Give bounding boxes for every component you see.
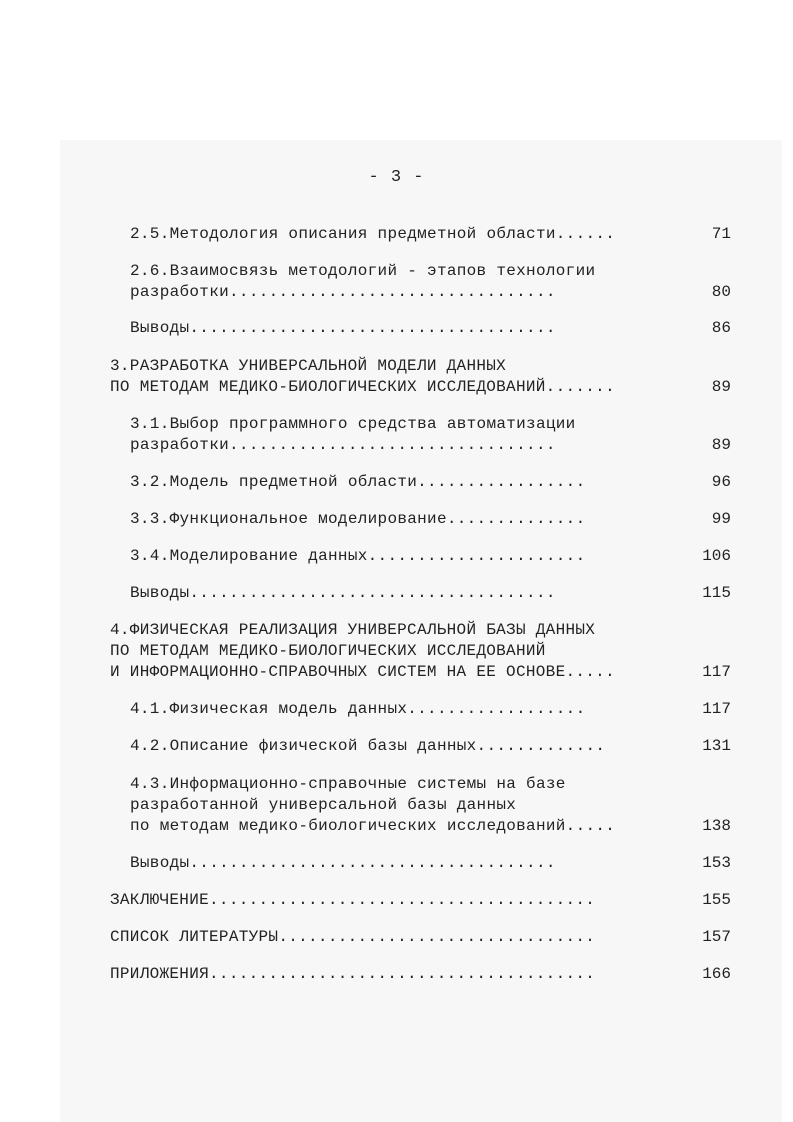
toc-entry-4-1: 4.1.Физическая модель данных..................: [130, 700, 586, 718]
toc-entry-appendices: ПРИЛОЖЕНИЯ.......................................: [110, 965, 596, 983]
toc-entry-conclusions-2-page: 86: [711, 319, 731, 337]
toc-entry-2-6-line-2: разработки.................................: [130, 283, 556, 301]
toc-chapter-3-line-1: 3.РАЗРАБОТКА УНИВЕРСАЛЬНОЙ МОДЕЛИ ДАННЫХ: [110, 357, 507, 375]
toc-entry-3-1-line-2: разработки.................................: [130, 436, 556, 454]
toc-entry-3-1-page: 89: [711, 436, 731, 454]
toc-entry-appendices-page: 166: [702, 965, 731, 983]
toc-entry-4-2-page: 131: [702, 737, 731, 755]
page-number: - 3 -: [368, 168, 425, 187]
toc-entry-4-2: 4.2.Описание физической базы данных.............: [130, 737, 606, 755]
toc-entry-3-4: 3.4.Моделирование данных......................: [130, 547, 586, 565]
toc-chapter-3-line-2: ПО МЕТОДАМ МЕДИКО-БИОЛОГИЧЕСКИХ ИССЛЕДОВАНИЙ.......: [110, 378, 615, 396]
toc-entry-conclusions-4: Выводы.....................................: [130, 854, 556, 872]
toc-entry-references-page: 157: [702, 928, 731, 946]
toc-entry-conclusion: ЗАКЛЮЧЕНИЕ.......................................: [110, 891, 596, 909]
toc-entry-4-3-line-1: 4.3.Информационно-справочные системы на базе: [130, 775, 566, 793]
toc-entry-4-1-page: 117: [702, 700, 731, 718]
toc-entry-3-3: 3.3.Функциональное моделирование..............: [130, 510, 586, 528]
toc-entry-conclusions-2: Выводы.....................................: [130, 319, 556, 337]
toc-entry-3-1-line-1: 3.1.Выбор программного средства автоматизации: [130, 415, 576, 433]
toc-entry-2-6-page: 80: [711, 283, 731, 301]
toc-entry-conclusions-3: Выводы.....................................: [130, 584, 556, 602]
toc-entry-3-2-page: 96: [711, 473, 731, 491]
toc-entry-3-3-page: 99: [711, 510, 731, 528]
toc-entry-2-5-line-1: 2.5.Методология описания предметной области......: [130, 225, 616, 243]
toc-entry-3-2: 3.2.Модель предметной области.................: [130, 473, 586, 491]
toc-entry-2-5-page: 71: [711, 225, 731, 243]
toc-chapter-4-line-2: ПО МЕТОДАМ МЕДИКО-БИОЛОГИЧЕСКИХ ИССЛЕДОВАНИЙ: [110, 642, 546, 660]
toc-entry-2-6-line-1: 2.6.Взаимосвязь методологий - этапов технологии: [130, 262, 596, 280]
toc-entry-conclusions-4-page: 153: [702, 854, 731, 872]
toc-chapter-4-line-3: И ИНФОРМАЦИОННО-СПРАВОЧНЫХ СИСТЕМ НА ЕЕ ОСНОВЕ.....: [110, 663, 615, 681]
toc-chapter-3-page: 89: [711, 378, 731, 396]
toc-entry-references: СПИСОК ЛИТЕРАТУРЫ................................: [110, 928, 596, 946]
toc-entry-4-3-line-3: по методам медико-биологических исследований.....: [130, 817, 616, 835]
toc-entry-4-3-line-2: разработанной универсальной базы данных: [130, 796, 517, 814]
toc-chapter-4-page: 117: [702, 663, 731, 681]
toc-chapter-4-line-1: 4.ФИЗИЧЕСКАЯ РЕАЛИЗАЦИЯ УНИВЕРСАЛЬНОЙ БАЗЫ ДАННЫХ: [110, 621, 596, 639]
toc-entry-conclusion-page: 155: [702, 891, 731, 909]
toc-entry-4-3-page: 138: [702, 817, 731, 835]
toc-entry-conclusions-3-page: 115: [702, 584, 731, 602]
toc-entry-3-4-page: 106: [702, 547, 731, 565]
